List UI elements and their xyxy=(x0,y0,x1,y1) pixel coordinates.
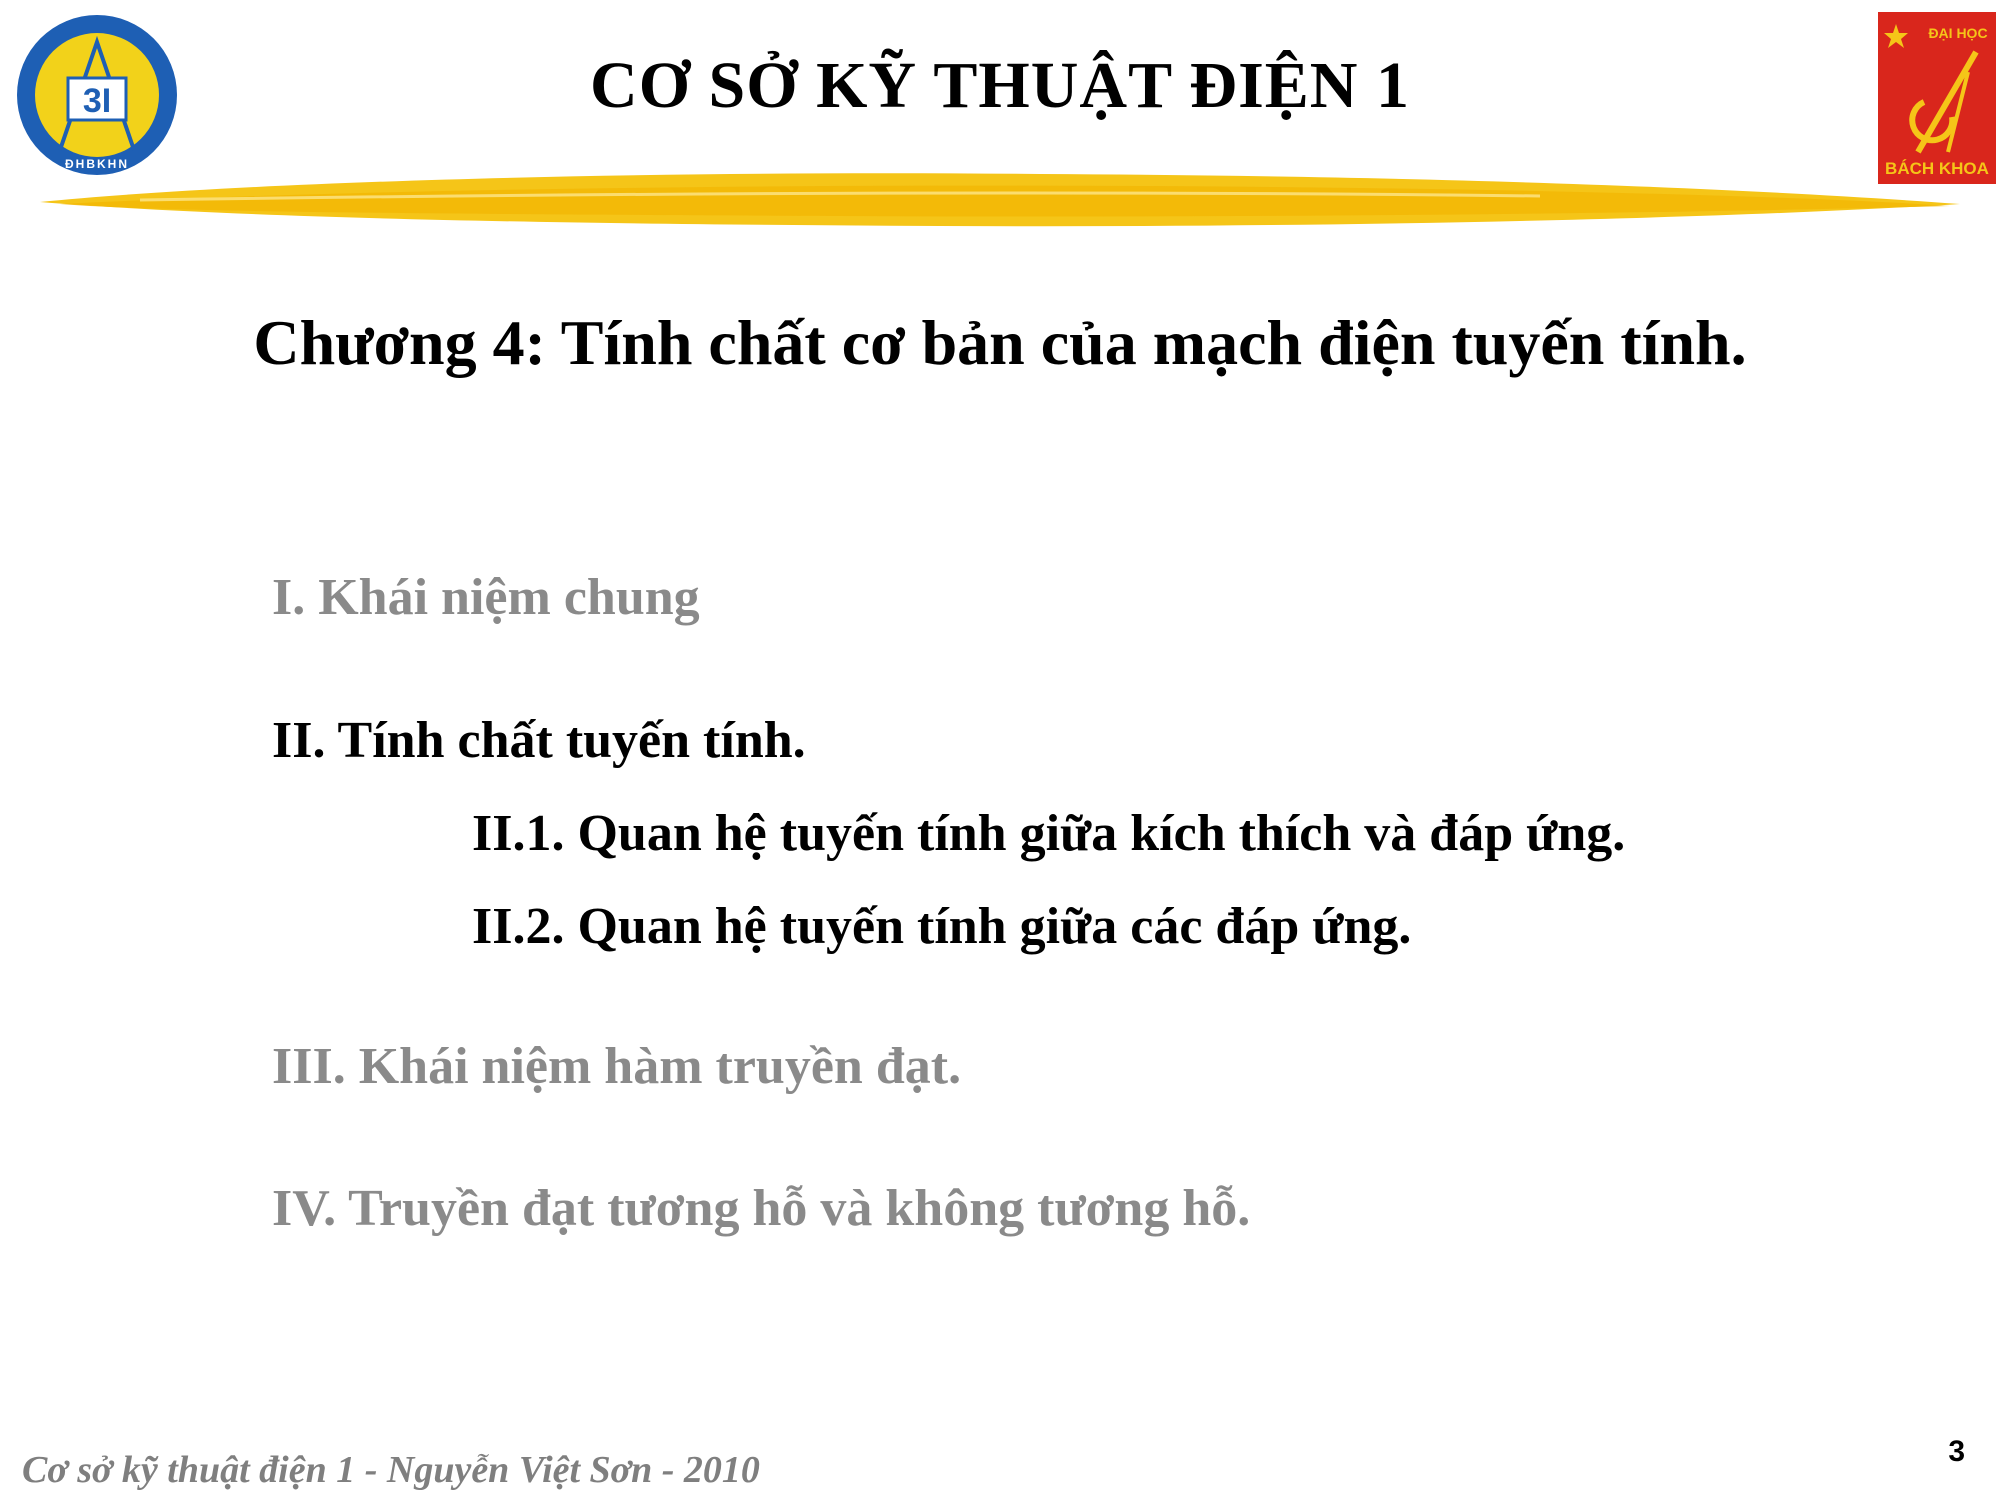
page-number: 3 xyxy=(1948,1435,1965,1468)
outline-subitem-2-2[interactable]: II.2. Quan hệ tuyến tính giữa các đáp ứng. xyxy=(472,898,1412,955)
logo-center-text: 3I xyxy=(82,82,112,120)
outline-item-2[interactable]: II. Tính chất tuyến tính. xyxy=(272,712,806,769)
header-divider xyxy=(40,160,1960,240)
outline-subitem-2-1[interactable]: II.1. Quan hệ tuyến tính giữa kích thích và đáp ứng. xyxy=(472,805,1626,862)
outline-item-3[interactable]: III. Khái niệm hàm truyền đạt. xyxy=(272,1038,962,1095)
header-title: CƠ SỞ KỸ THUẬT ĐIỆN 1 xyxy=(590,49,1410,122)
outline-item-1[interactable]: I. Khái niệm chung xyxy=(272,569,700,626)
logo-bottom-text: BÁCH KHOA xyxy=(1885,159,1989,178)
outline-item-4[interactable]: IV. Truyền đạt tương hỗ và không tương hỗ. xyxy=(272,1180,1251,1237)
logo-ring-text: KỸ THUẬT ĐO VÀ TIN HỌC CÔNG NGHIỆP xyxy=(12,2,215,13)
logo-bottom-text: ĐHBKHN xyxy=(65,157,129,171)
university-logo xyxy=(1878,12,1996,184)
logo-top-text: ĐẠI HỌC xyxy=(1928,25,1988,41)
footer-text: Cơ sở kỹ thuật điện 1 - Nguyễn Việt Sơn - 2010 xyxy=(22,1449,760,1491)
chapter-title: Chương 4: Tính chất cơ bản của mạch điện tuyến tính. xyxy=(253,307,1747,378)
